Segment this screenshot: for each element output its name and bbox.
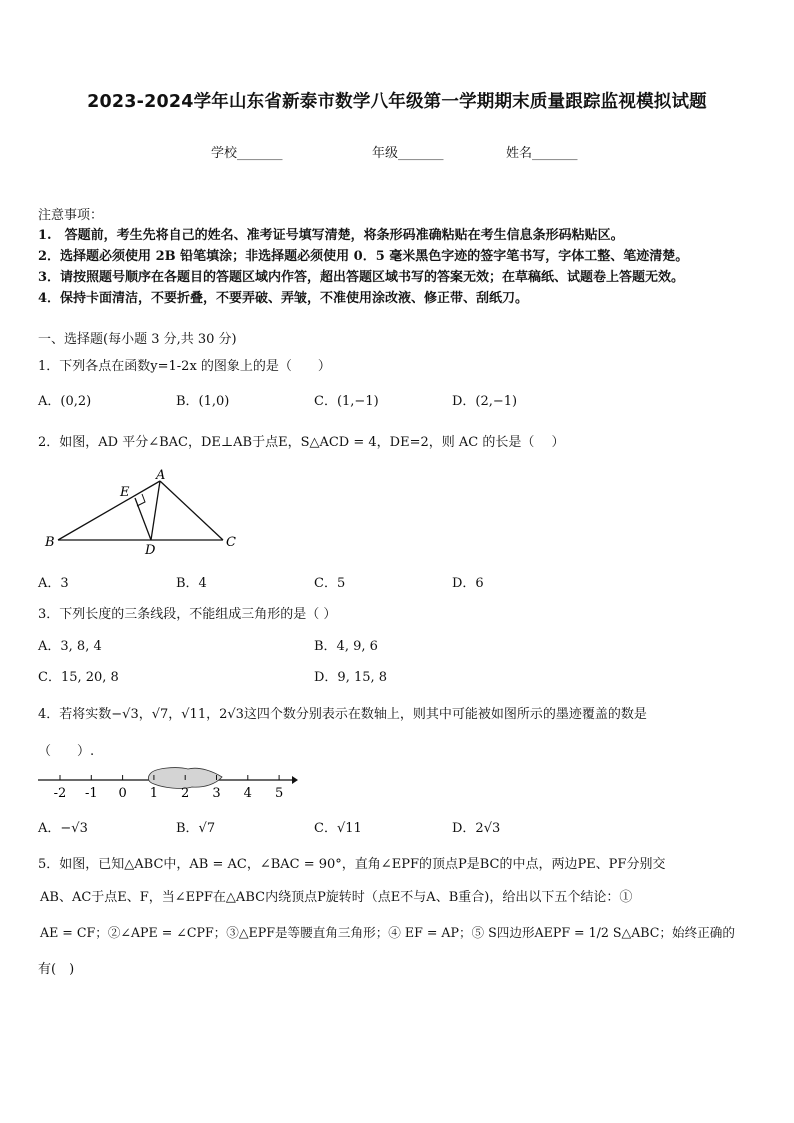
q1-option-d: D．(2,−1) (452, 394, 518, 409)
q1-stem: 1．下列各点在函数y=1-2x 的图象上的是（ ） (38, 359, 331, 374)
notice-item-4: 4．保持卡面清洁，不要折叠，不要弄破、弄皱，不准使用涂改液、修正带、刮纸刀。 (38, 291, 529, 306)
q3-option-c: C．15, 20, 8 (38, 670, 119, 685)
notice-heading: 注意事项： (38, 208, 104, 223)
q4-tick-label: 0 (118, 786, 127, 801)
notice-item-1: 1. 答题前，考生先将自己的姓名、准考证号填写清楚，将条形码准确粘贴在考生信息条形码粘贴区。 (38, 228, 624, 243)
q1-option-b: B．(1,0) (176, 394, 230, 409)
q4-option-a: A．−√3 (38, 821, 88, 836)
q2-option-c: C．5 (314, 576, 346, 591)
school-field: 学校_______ (211, 146, 283, 161)
grade-field: 年级_______ (372, 146, 444, 161)
q4-number-line (36, 764, 298, 804)
q2-option-a: A．3 (38, 576, 69, 591)
q4-option-c: C．√11 (314, 821, 362, 836)
q2-label-b: B (45, 535, 55, 550)
q4-stem: 4．若将实数−√3，√7，√11，2√3这四个数分别表示在数轴上，则其中可能被如图所示的墨迹覆盖的数是 (38, 707, 647, 722)
q3-option-a: A．3, 8, 4 (38, 639, 102, 654)
q4-stem-tail: （ ）. (38, 744, 95, 759)
q5-line-2: AB、AC于点E、F，当∠EPF在△ABC内绕顶点P旋转时（点E不与A、B重合)，给出以下五个结论：① (40, 890, 633, 905)
q3-option-d: D．9, 15, 8 (314, 670, 388, 685)
q4-tick-label: -1 (84, 786, 98, 801)
q4-option-b: B．√7 (176, 821, 216, 836)
q2-stem: 2．如图，AD 平分∠BAC，DE⊥AB于点E，S△ACD = 4，DE=2，则 AC 的长是（ ） (38, 435, 565, 450)
q4-option-d: D．2√3 (452, 821, 501, 836)
q5-line-3: AE = CF；②∠APE = ∠CPF；③△EPF是等腰直角三角形；④ EF = AP；⑤ S四边形AEPF = 1/2 S△ABC；始终正确的 (40, 925, 735, 940)
q2-option-b: B．4 (176, 576, 207, 591)
q4-tick-label: 5 (274, 786, 284, 801)
q4-tick-label: 1 (149, 786, 159, 801)
q4-tick-label: 4 (243, 786, 252, 801)
page-title: 2023-2024学年山东省新泰市数学八年级第一学期期末质量跟踪监视模拟试题 (87, 92, 707, 112)
q1-option-a: A．(0,2) (38, 394, 92, 409)
section-heading: 一、选择题(每小题 3 分,共 30 分) (38, 332, 237, 347)
q3-stem: 3．下列长度的三条线段，不能组成三角形的是（ ） (38, 607, 337, 622)
q2-label-a: A (156, 468, 166, 483)
notice-item-3: 3．请按照题号顺序在各题目的答题区域内作答，超出答题区域书写的答案无效；在草稿纸、试题卷上答题无效。 (38, 270, 685, 285)
q5-line-1: 5．如图，已知△ABC中，AB = AC，∠BAC = 90°，直角∠EPF的顶点P是BC的中点，两边PE、PF分别交 (38, 857, 666, 872)
q3-option-b: B．4, 9, 6 (314, 639, 378, 654)
q2-label-e: E (120, 485, 130, 500)
q2-label-d: D (145, 543, 156, 556)
q2-triangle-figure (38, 466, 248, 556)
name-field: 姓名_______ (506, 146, 578, 161)
q1-option-c: C．(1,−1) (314, 394, 379, 409)
q2-option-d: D．6 (452, 576, 484, 591)
q4-tick-label: -2 (53, 786, 67, 801)
q4-tick-label: 3 (212, 786, 221, 801)
q2-label-c: C (226, 535, 236, 550)
q5-line-4: 有( ) (38, 962, 75, 977)
notice-item-2: 2．选择题必须使用 2B 铅笔填涂；非选择题必须使用 0．5 毫米黑色字迹的签字笔书写，字体工整、笔迹清楚。 (38, 249, 689, 264)
q4-tick-label: 2 (181, 786, 190, 801)
